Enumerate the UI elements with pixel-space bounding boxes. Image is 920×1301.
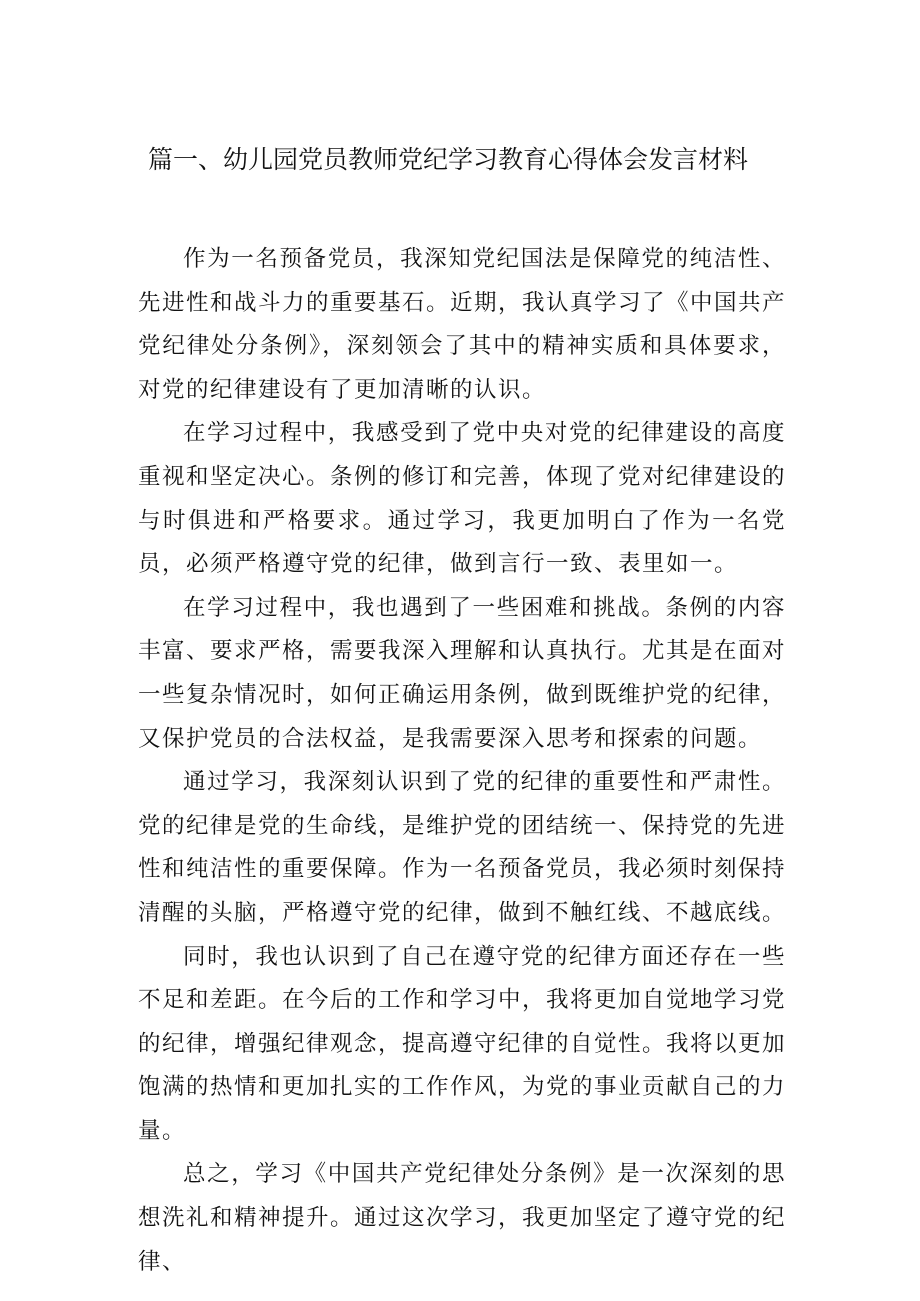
paragraph-2: 在学习过程中，我感受到了党中央对党的纪律建设的高度重视和坚定决心。条例的修订和完善，体现了党对纪律建设的与时俱进和严格要求。通过学习，我更加明白了作为一名党员，必须严格遵守党的纪律，做到言行一致、表里如一。 [138,420,787,578]
paragraph-4: 通过学习，我深刻认识到了党的纪律的重要性和严肃性。党的纪律是党的生命线，是维护党的团结统一、保持党的先进性和纯洁性的重要保障。作为一名预备党员，我必须时刻保持清醒的头脑，严格遵守党的纪律，做到不触红线、不越底线。 [138,769,787,926]
paragraph-5: 同时，我也认识到了自己在遵守党的纪律方面还存在一些不足和差距。在今后的工作和学习中，我将更加自觉地学习党的纪律，增强纪律观念，提高遵守纪律的自觉性。我将以更加饱满的热情和更加扎实的工作作风，为党的事业贡献自己的力量。 [138,943,787,1144]
paragraph-3: 在学习过程中，我也遇到了一些困难和挑战。条例的内容丰富、要求严格，需要我深入理解和认真执行。尤其是在面对一些复杂情况时，如何正确运用条例，做到既维护党的纪律，又保护党员的合法权益，是我需要深入思考和探索的问题。 [138,594,787,752]
paragraph-6: 总之，学习《中国共产党纪律处分条例》是一次深刻的思想洗礼和精神提升。通过这次学习，我更加坚定了遵守党的纪律、 [138,1161,787,1275]
paragraph-1: 作为一名预备党员，我深知党纪国法是保障党的纯洁性、先进性和战斗力的重要基石。近期，我认真学习了《中国共产党纪律处分条例》，深刻领会了其中的精神实质和具体要求，对党的纪律建设有了更加清晰的认识。 [138,246,787,403]
document-title: 篇一、幼儿园党员教师党纪学习教育心得体会发言材料 [148,145,749,174]
document-body [138,238,786,1284]
